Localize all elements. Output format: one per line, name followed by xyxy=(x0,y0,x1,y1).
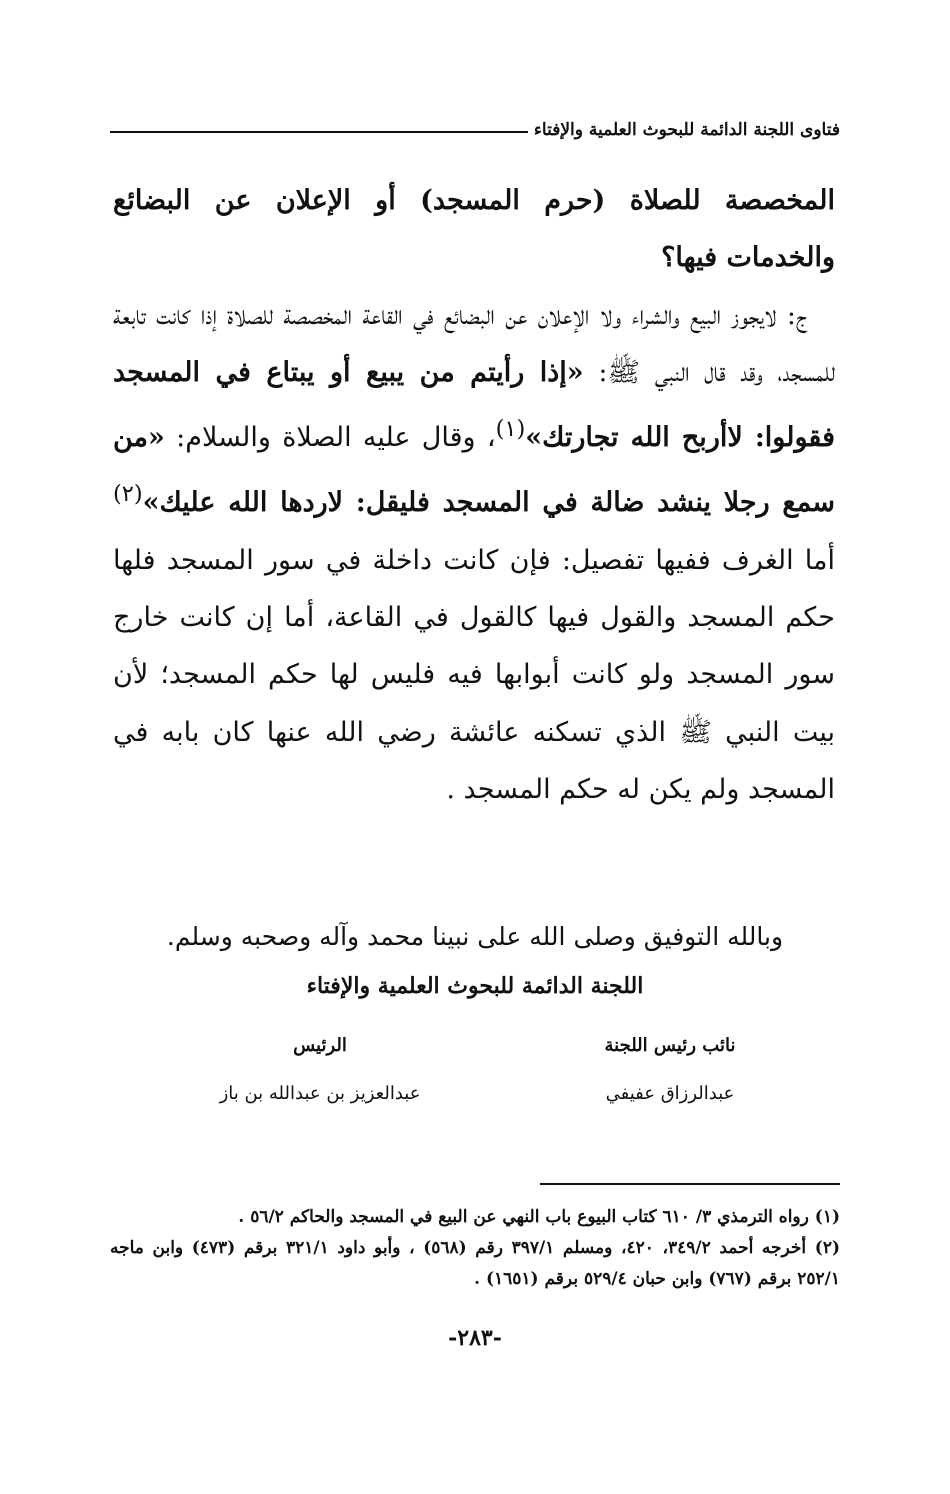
signature-block xyxy=(170,1022,820,1118)
fatwa-body xyxy=(113,172,835,818)
footnote-separator xyxy=(540,1183,840,1185)
answer-paragraph xyxy=(113,287,835,819)
answer-intro: ج: لايجوز البيع والشراء ولا الإعلان عن البضائع في القاعة المخصصة للصلاة إذا كانت تابعة للمسجد، وقد قال النبي ﷺ: xyxy=(113,299,835,388)
signatory-vice-chairman xyxy=(520,1022,820,1118)
header-title: فتاوى اللجنة الدائمة للبحوث العلمية والإفتاء xyxy=(533,120,840,140)
signatory-chairman xyxy=(170,1022,470,1118)
signatory-title: نائب رئيس اللجنة xyxy=(604,1035,736,1056)
closing-line: وبالله التوفيق وصلى الله على نبينا محمد وآله وصحبه وسلم. xyxy=(166,922,784,951)
header-rule xyxy=(110,131,528,133)
answer-rest: أما الغرف ففيها تفصيل: فإن كانت داخلة في سور المسجد فلها حكم المسجد والقول فيها كالقول في القاعة، أما إن كانت خارج سور المسجد ولو كانت أبوابها فيه فليس لها حكم المسجد؛ لأن بيت النبي ﷺ الذي تسكنه عائشة رضي الله عنها كان بابه في المسجد ولم يكن له حكم المسجد . xyxy=(113,544,835,805)
hadith-quote-2: «من سمع رجلا ينشد ضالة في المسجد فليقل: لاردها الله عليك» xyxy=(113,422,835,519)
signatory-title: الرئيس xyxy=(293,1035,347,1056)
committee-name: اللجنة الدائمة للبحوث العلمية والإفتاء xyxy=(306,973,644,999)
running-header xyxy=(110,112,840,148)
footnote-2: (٢) أخرجه أحمد ٣٤٩/٢، ٤٢٠، ومسلم ٣٩٧/١ رقم (٥٦٨) ، وأبو داود ٣٢١/١ برقم (٤٧٣) وابن ماجه ٢٥٢/١ برقم (٧٦٧) وابن حبان ٥٢٩/٤ برقم (١٦٥١) . xyxy=(110,1238,840,1289)
footnotes xyxy=(110,1202,840,1295)
hadith-quote-1: «إذا رأيتم من يبيع أو يبتاع في المسجد فقولوا: لاأربح الله تجارتك» xyxy=(113,356,835,454)
signatory-name: عبدالرزاق عفيفي xyxy=(605,1083,735,1104)
answer-mid: ، وقال عليه الصلاة والسلام: xyxy=(164,422,496,454)
signatory-name: عبدالعزيز بن عبدالله بن باز xyxy=(219,1083,421,1104)
footnote-ref-1: (١) xyxy=(495,416,526,443)
question-text: المخصصة للصلاة (حرم المسجد) أو الإعلان عن البضائع والخدمات فيها؟ xyxy=(113,185,835,274)
page-number: -٢٨٣- xyxy=(448,1325,502,1351)
footnote-1: (١) رواه الترمذي ٣/ ٦١٠ كتاب البيوع باب النهي عن البيع في المسجد والحاكم ٥٦/٢ . xyxy=(238,1207,840,1227)
footnote-ref-2: (٢) xyxy=(113,481,143,508)
